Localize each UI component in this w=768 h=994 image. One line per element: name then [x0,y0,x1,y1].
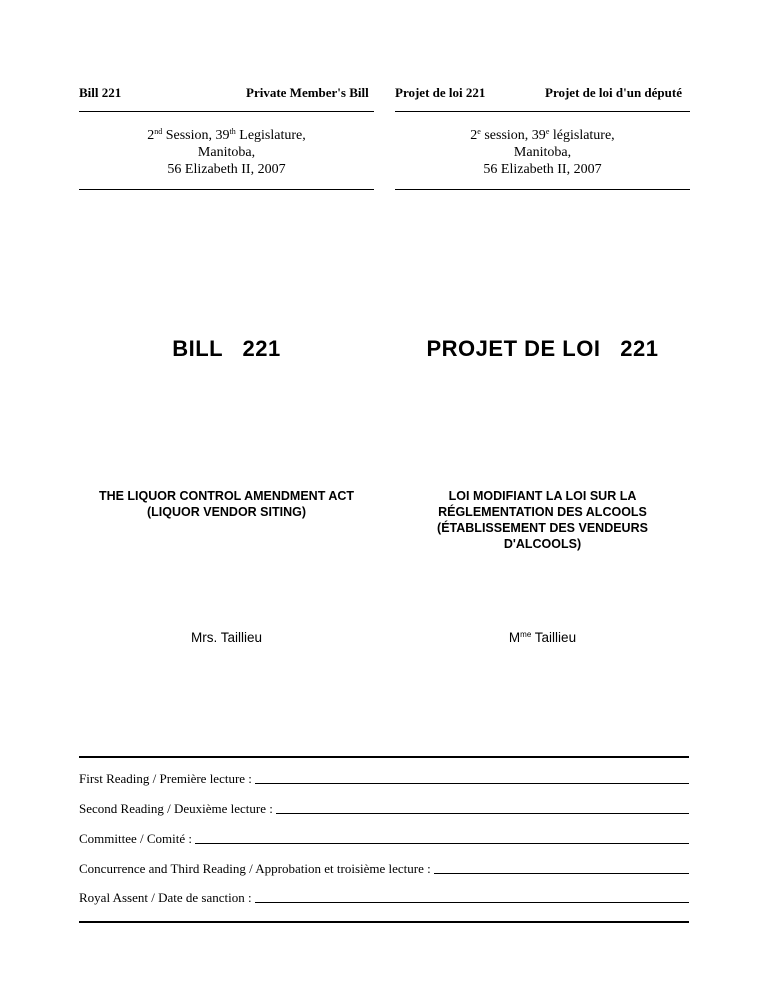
stage-label: Royal Assent / Date de sanction : [79,890,252,905]
bill-type-fr: Projet de loi d'un député [545,85,682,100]
stages-bottom-rule [79,921,689,923]
stage-first-reading [79,769,689,787]
act-title-fr [395,488,690,552]
signature-line [255,902,689,903]
signature-line [276,813,689,814]
stage-label: Concurrence and Third Reading / Approbation et troisième lecture : [79,861,431,876]
stage-label: First Reading / Première lecture : [79,771,252,786]
session-line-en: 2nd Session, 39th Legislature, [147,127,306,143]
signature-line [434,873,689,874]
session-info-en [79,127,374,178]
act-title-fr-line: D'ALCOOLS) [503,537,582,551]
bill-title-en: BILL 221 [172,336,281,361]
session-divider-fr [395,189,690,190]
sponsor-en: Mrs. Taillieu [190,630,263,645]
regnal-date-en: 56 Elizabeth II, 2007 [167,162,286,177]
bill-number-en: Bill 221 [79,85,122,100]
stage-second-reading [79,799,689,817]
act-title-fr-line: RÉGLEMENTATION DES ALCOOLS [438,505,647,519]
stage-label: Second Reading / Deuxième lecture : [79,801,273,816]
signature-line [255,783,689,784]
stages-top-rule [79,756,689,758]
act-title-en-line: THE LIQUOR CONTROL AMENDMENT ACT [98,489,355,503]
session-info-fr [395,127,690,178]
stage-third-reading [79,859,689,877]
province-fr: Manitoba, [513,145,572,160]
stage-royal-assent [79,888,689,906]
header-divider-fr [395,111,690,112]
session-line-fr: 2e session, 39e législature, [470,127,615,143]
bill-title-fr: PROJET DE LOI 221 [426,336,659,361]
act-title-en [79,488,374,520]
act-title-fr-line: LOI MODIFIANT LA LOI SUR LA [448,489,637,503]
act-title-fr-line: (ÉTABLISSEMENT DES VENDEURS [437,521,648,535]
act-title-en-line: (LIQUOR VENDOR SITING) [146,505,307,519]
regnal-date-fr: 56 Elizabeth II, 2007 [483,162,602,177]
bill-type-en: Private Member's Bill [246,85,369,100]
session-divider-en [79,189,374,190]
stage-label: Committee / Comité : [79,831,193,846]
header-divider-en [79,111,374,112]
stage-committee [79,829,689,847]
signature-line [195,843,689,844]
sponsor-fr: $M^{me}$ Taillieu [508,630,577,645]
province-en: Manitoba, [197,145,256,160]
bill-number-fr: Projet de loi 221 [395,85,486,100]
